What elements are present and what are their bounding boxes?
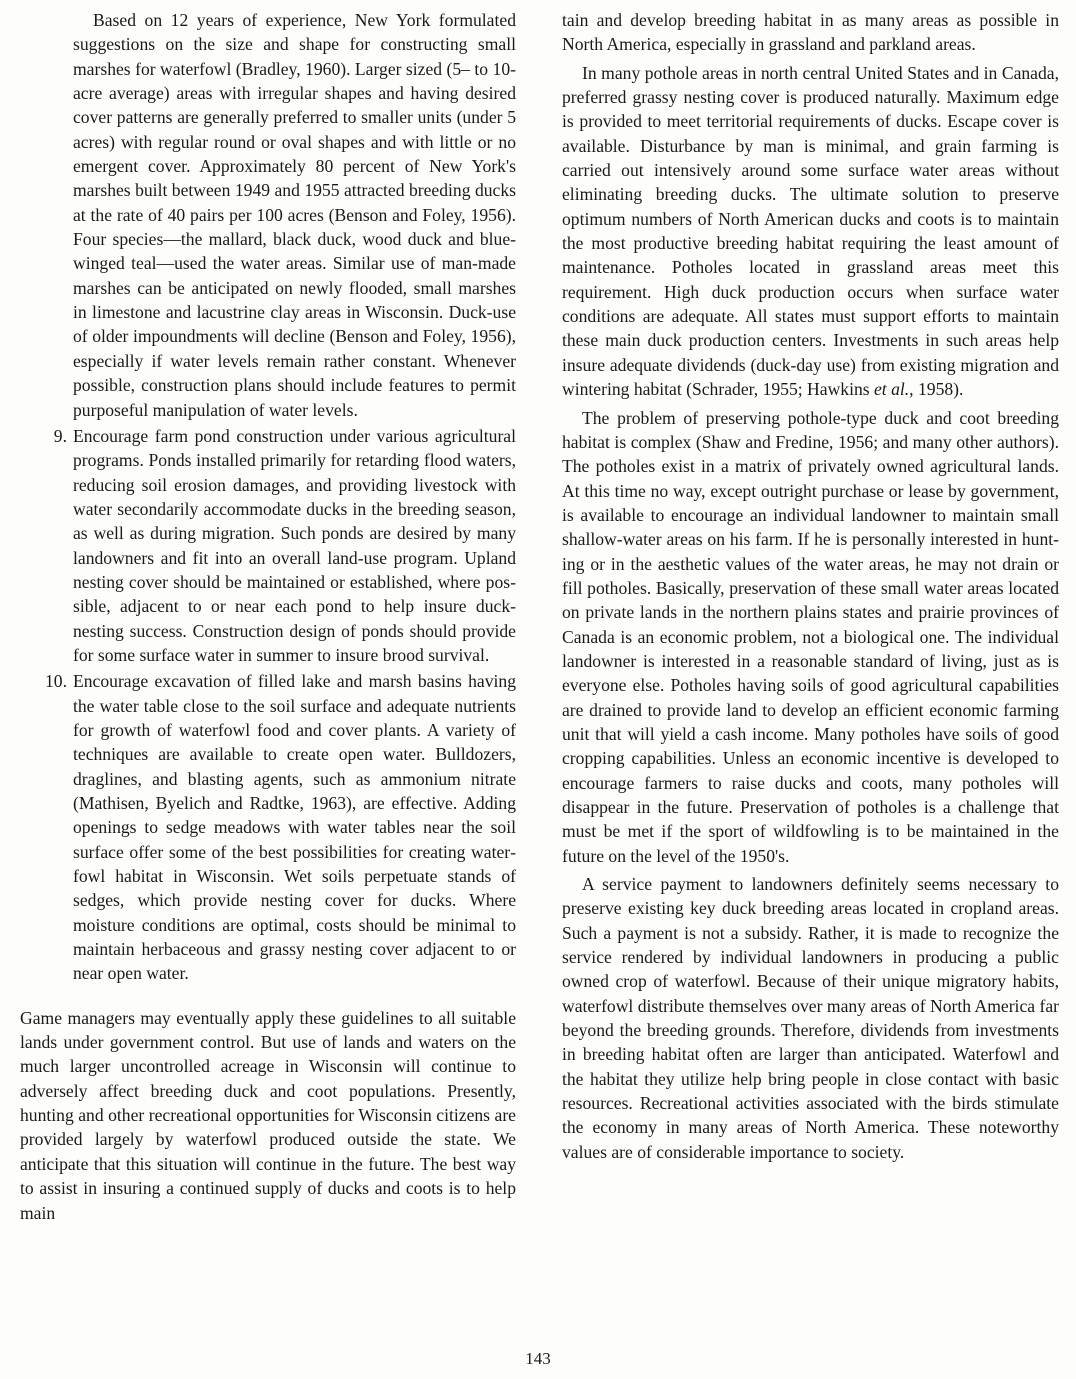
left-column — [20, 8, 516, 1225]
problem-paragraph: The problem of preserving pothole-type duck and coot breeding habitat is complex (Shaw and Fredine, 1956; and many other authors). The potholes exist in a matrix of privately owned agricultural lands. At this time no way, except outright purchase or lease by government, is available to encourage an individual landowner to maintain small shallow-water areas on his farm. If he is personally interested in hunting or in the aesthetic values of the water areas, he may not drain or fill potholes. Basically, preservation of these small water areas located on private lands in the northern plains states and prairie provinces of Canada is an economic problem, not a biological one. The individual landowner is interested in a reasonable standard of living, just as is everyone else. Potholes having soils of good agricultural capabilities are drained to provide land to develop an efficient economic farming unit that will yield a cash income. Many potholes have soils of good cropping capabilities. Unless an economic incentive is developed to encourage farmers to raise ducks and coots, many potholes will disappear in the future. Preservation of potholes is a challenge that must be met if the sport of wildfowling is to be maintained in the future on the level of the 1950's. — [562, 407, 1059, 866]
continued-list-paragraph — [20, 8, 516, 422]
right-column — [562, 8, 1059, 1164]
list-number: 10. — [45, 671, 67, 692]
list-item-text: Encourage farm pond construction under various agricultural programs. Ponds installed primarily for retarding flood waters, reducing soil erosion damages, and providing livestock with water secondarily accommodate ducks in the breeding season, as well as during migration. Such ponds are desired by many landowners and fit into an overall land-use program. Upland nesting cover should be maintained or established, where possible, adjacent to or near each pond to help insure duck-nesting success. Construction design of ponds should provide for some surface water in summer to insure brood survival. — [73, 425, 516, 665]
closing-paragraph: Game managers may eventually apply these guidelines to all suitable lands under government control. But use of lands and waters on the much larger uncontrolled acreage in Wisconsin will continue to adversely affect breeding duck and coot populations. Presently, hunting and other recreational opportunities for Wisconsin citizens are provided largely by waterfowl produced outside the state. We anticipate that this situation will continue in the future. The best way to assist in insuring a continued supply of ducks and coots is to help main — [20, 1007, 516, 1223]
paragraph-text: Based on 12 years of experience, New York formulated suggestions on the size and shape for constructing small marshes for waterfowl (Bradley, 1960). Larger sized (5– to 10-acre average) areas with irregular shapes and having desired cover patterns are generally preferred to smaller units (under 5 acres) with regular round or oval shapes and with little or no emergent cover. Approximately 80 percent of New York's marshes built between 1949 and 1955 attracted breeding ducks at the rate of 40 pairs per 100 acres (Benson and Foley, 1956). Four species—the mallard, black duck, wood duck and blue-winged teal—used the water areas. Similar use of man-made marshes can be anticipated on newly flooded, small marshes in limestone and lacustrine clay areas in Wisconsin. Duck-use of older impoundments will decline (Benson and Foley, 1956), especially if water levels remain rather constant. Whenever possible, construction plans should include features to permit purposeful manipulation of water levels. — [73, 10, 516, 420]
list-number: 9. — [53, 425, 67, 446]
list-item-10 — [20, 669, 516, 985]
paragraph-text-end: 1958). — [913, 379, 964, 400]
continuation-paragraph: tain and develop breeding habitat in as many areas as possible in North America, especially in grassland and parkland areas. — [562, 10, 1059, 55]
list-item-text: Encourage excavation of filled lake and marsh basins having the water table close to the soil surface and adequate nutrients for growth of waterfowl food and cover plants. A variety of techniques are available to create open water. Bulldozers, draglines, and blasting agents, such as ammonium nitrate (Mathisen, Byelich and Radtke, 1963), are effective. Adding openings to sedge meadows with water tables near the soil surface offer some of the best possibilities for creating waterfowl habitat in Wisconsin. Wet soils perpetuate stands of sedges, which provide nesting cover for ducks. Where moisture conditions are optimal, costs should be minimal to maintain herbaceous and grassy nesting cover adjacent to or near open water. — [73, 671, 516, 984]
page-number: 143 — [525, 1349, 551, 1368]
paragraph-text: In many pothole areas in north central United States and in Canada, preferred grassy nesting cover is produced naturally. Maximum edge is provided to meet territorial requirements of ducks. Escape cover is available. Disturbance by man is minimal, and grain farming is carried out intensively around some surface water areas without eliminating breeding ducks. The ultimate solution to preserve optimum numbers of North American ducks and coots is to maintain the most productive breeding habitat requiring the least amount of maintenance. Potholes located in grassland areas meet this requirement. High duck production occurs when surface water conditions are adequate. All states must support efforts to maintain these main duck production centers. Investments in such areas help insure adequate dividends (duck-day use) from existing migration and wintering habitat (Schrader, 1955; Hawkins — [562, 62, 1059, 400]
pothole-paragraph — [562, 61, 1059, 402]
italic-citation: et al., — [874, 379, 914, 400]
list-item-9 — [20, 424, 516, 667]
service-payment-paragraph: A service payment to landowners definitely seems necessary to preserve existing key duck breeding areas located in cropland areas. Such a payment is not a subsidy. Rather, it is made to recognize the service rendered by individual landowners in producing a public owned crop of waterfowl. Because of their unique migratory habits, waterfowl distribute themselves over many areas of North America far beyond the breeding grounds. Therefore, dividends from investments in breeding habitat often are larger than anticipated. Waterfowl and the habitat they utilize help bring people in close contact with basic resources. Recreational activities associated with the birds stimulate the economy in many areas of North America. These noteworthy values are of considerable importance to society. — [562, 874, 1059, 1162]
